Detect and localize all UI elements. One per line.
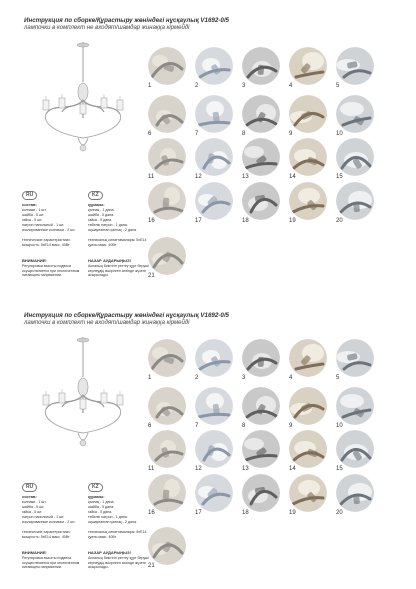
ru-spec-item: изолированные колпачки - 2 шт.: [22, 228, 76, 232]
ru-spec-item: патрон напольный - 1 шт.: [22, 515, 65, 519]
assembly-step: [148, 47, 191, 90]
assembly-step: [336, 138, 379, 181]
chandelier-illustration: [28, 337, 138, 457]
step-photo: [336, 474, 374, 512]
ru-spec-item: шайба - 5 шт.: [22, 213, 45, 217]
step-number: 12: [195, 174, 202, 180]
step-photo: [195, 95, 233, 133]
sheet-title: Инструкция по сборке/Құрастыру жөніндегі нұсқаулық V1692-0/5: [24, 17, 229, 24]
step-number: 2: [195, 375, 199, 381]
step-number: 13: [242, 174, 249, 180]
step-photo: [148, 138, 186, 176]
assembly-step: [148, 237, 191, 280]
ru-spec-title: состав:: [22, 202, 37, 207]
kz-spec-item: төбелік патрон - 1 дана.: [88, 223, 128, 227]
step-number: 4: [289, 375, 293, 381]
assembly-step: [336, 182, 379, 225]
assembly-step: [289, 430, 332, 473]
step-photo: [289, 138, 327, 176]
instruction-sheet: [0, 295, 416, 589]
step-photo: [289, 430, 327, 468]
assembly-step: [336, 474, 379, 517]
step-photo: [195, 387, 233, 425]
ru-spec-list: [22, 500, 78, 525]
assembly-step: [195, 47, 238, 90]
step-number: 4: [289, 83, 293, 89]
sheet-title: Инструкция по сборке/Құрастыру жөніндегі нұсқаулық V1692-0/5: [24, 312, 229, 319]
step-number: 2: [195, 83, 199, 89]
assembly-step: [148, 182, 191, 225]
step-photo: [336, 339, 374, 377]
step-number: 18: [242, 510, 249, 516]
step-number: 7: [195, 423, 199, 429]
step-number: 10: [336, 131, 343, 137]
step-photo: [336, 430, 374, 468]
step-number: 10: [336, 423, 343, 429]
kz-tech-specs: техникалық сипаттамалары: 5xE14 қуаты макс. 40Вт: [88, 238, 147, 247]
kz-warning-title: НАЗАР АУДАРЫҢЫЗ!: [88, 550, 131, 555]
kz-tech-specs: техникалық сипаттамалары: 5xE14 қуаты макс. 40Вт: [88, 530, 147, 539]
step-number: 17: [195, 510, 202, 516]
assembly-step: [195, 182, 238, 225]
kz-spec-title: құрамы:: [88, 202, 105, 207]
kz-spec-list: [88, 500, 144, 525]
chandelier-illustration: [28, 42, 138, 162]
ru-spec-item: гайка - 5 шт.: [22, 218, 43, 222]
assembly-step: [195, 430, 238, 473]
step-number: 14: [289, 466, 296, 472]
kz-spec-item: шайба - 5 дана.: [88, 213, 115, 217]
step-number: 13: [242, 466, 249, 472]
step-number: 8: [242, 423, 246, 429]
step-number: 5: [336, 83, 340, 89]
step-photo: [289, 339, 327, 377]
step-number: 6: [148, 423, 152, 429]
step-photo: [242, 138, 280, 176]
assembly-step: [242, 95, 285, 138]
step-number: 7: [195, 131, 199, 137]
step-number: 8: [242, 131, 246, 137]
assembly-step: [242, 339, 285, 382]
ru-spec-item: колпаки - 1 шт.: [22, 208, 47, 212]
assembly-step: [289, 138, 332, 181]
step-number: 19: [289, 218, 296, 224]
assembly-step: [336, 95, 379, 138]
kz-spec-item: қалпақ - 1 дана.: [88, 500, 115, 504]
ru-tech-specs: технические характеристики: мощность: 5xE14 макс. 40Вт: [22, 530, 71, 539]
assembly-step: [289, 95, 332, 138]
step-photo: [336, 138, 374, 176]
step-number: 17: [195, 218, 202, 224]
assembly-step: [148, 430, 191, 473]
ru-spec-title: состав:: [22, 494, 37, 499]
step-photo: [242, 339, 280, 377]
step-number: 21: [148, 273, 155, 279]
step-photo: [289, 182, 327, 220]
step-number: 19: [289, 510, 296, 516]
assembly-step: [289, 339, 332, 382]
assembly-step: [242, 47, 285, 90]
assembly-step: [242, 138, 285, 181]
ru-warning-title: ВНИМАНИЕ!: [22, 550, 47, 555]
ru-spec-item: гайка - 5 шт.: [22, 510, 43, 514]
assembly-step: [195, 138, 238, 181]
assembly-step: [195, 474, 238, 517]
kz-spec-item: қалпақ - 1 дана.: [88, 208, 115, 212]
assembly-step: [336, 430, 379, 473]
step-photo: [336, 95, 374, 133]
ru-spec-item: изолированные колпачки - 2 шт.: [22, 520, 76, 524]
sheet-subtitle: лампочки в комплект не входят/шамдар жинаққа кірмейді: [24, 320, 190, 326]
assembly-step: [148, 474, 191, 517]
ru-badge: RU: [22, 191, 37, 200]
step-number: 16: [148, 510, 155, 516]
step-photo: [195, 430, 233, 468]
ru-tech-specs: технические характеристики: мощность: 5xE14 макс. 40Вт: [22, 238, 71, 247]
assembly-step: [289, 387, 332, 430]
instruction-sheet: [0, 0, 416, 294]
step-number: 20: [336, 218, 343, 224]
step-photo: [195, 138, 233, 176]
assembly-step: [336, 387, 379, 430]
assembly-step: [336, 47, 379, 90]
kz-badge: KZ: [88, 191, 103, 200]
step-photo: [242, 387, 280, 425]
assembly-step: [148, 339, 191, 382]
step-photo: [148, 47, 186, 85]
ru-warning-title: ВНИМАНИЕ!: [22, 258, 47, 263]
kz-spec-list: [88, 208, 144, 233]
step-photo: [289, 387, 327, 425]
step-number: 5: [336, 375, 340, 381]
step-photo: [289, 95, 327, 133]
step-photo: [242, 430, 280, 468]
kz-spec-item: гайка - 5 дана.: [88, 218, 113, 222]
step-number: 14: [289, 174, 296, 180]
ru-warning-text: Регулировка высоты подвеса осуществляется при отключенном питающем напряжении.: [22, 264, 80, 278]
ru-spec-item: шайба - 5 шт.: [22, 505, 45, 509]
assembly-step: [195, 339, 238, 382]
step-photo: [336, 182, 374, 220]
assembly-step: [336, 339, 379, 382]
step-number: 18: [242, 218, 249, 224]
step-number: 9: [289, 423, 293, 429]
kz-spec-title: құрамы:: [88, 494, 105, 499]
kz-spec-item: оқшауланған қалпақ - 2 дана.: [88, 228, 137, 232]
ru-spec-item: патрон напольный - 1 шт.: [22, 223, 65, 227]
ru-warning-text: Регулировка высоты подвеса осуществляется при отключенном питающем напряжении.: [22, 556, 80, 570]
ru-badge: RU: [22, 483, 37, 492]
assembly-step: [148, 527, 191, 570]
assembly-step: [148, 138, 191, 181]
assembly-step: [148, 95, 191, 138]
step-photo: [242, 182, 280, 220]
step-number: 21: [148, 563, 155, 569]
assembly-step: [242, 474, 285, 517]
assembly-step: [289, 47, 332, 90]
step-photo: [148, 339, 186, 377]
step-number: 20: [336, 510, 343, 516]
step-photo: [195, 47, 233, 85]
assembly-step: [148, 387, 191, 430]
assembly-step: [242, 182, 285, 225]
step-photo: [148, 182, 186, 220]
kz-warning-text: Аспаның биіктігін реттеу құрт берушi кернеудің өшірілген кезінде жүзеге асырылады.: [88, 556, 149, 570]
step-photo: [148, 237, 186, 275]
assembly-step: [289, 474, 332, 517]
step-photo: [148, 387, 186, 425]
step-number: 1: [148, 83, 152, 89]
step-number: 15: [336, 174, 343, 180]
step-photo: [242, 47, 280, 85]
step-number: 15: [336, 466, 343, 472]
kz-badge: KZ: [88, 483, 103, 492]
ru-spec-list: [22, 208, 78, 233]
step-number: 1: [148, 375, 152, 381]
step-number: 16: [148, 218, 155, 224]
step-number: 9: [289, 131, 293, 137]
assembly-step: [289, 182, 332, 225]
step-photo: [336, 47, 374, 85]
step-photo: [289, 47, 327, 85]
step-photo: [148, 527, 186, 565]
kz-spec-item: оқшауланған қалпақ - 2 дана.: [88, 520, 137, 524]
step-number: 6: [148, 131, 152, 137]
assembly-step: [242, 430, 285, 473]
step-photo: [289, 474, 327, 512]
step-photo: [148, 95, 186, 133]
step-photo: [148, 474, 186, 512]
step-number: 3: [242, 375, 246, 381]
kz-spec-item: төбелік патрон - 1 дана.: [88, 515, 128, 519]
assembly-step: [195, 387, 238, 430]
step-photo: [242, 474, 280, 512]
step-number: 11: [148, 174, 155, 180]
kz-warning-text: Аспаның биіктігін реттеу құрт берушi кернеудің өшірілген кезінде жүзеге асырылады.: [88, 264, 149, 278]
step-number: 11: [148, 466, 155, 472]
step-number: 3: [242, 83, 246, 89]
step-photo: [148, 430, 186, 468]
step-photo: [336, 387, 374, 425]
step-photo: [242, 95, 280, 133]
assembly-step: [195, 95, 238, 138]
step-photo: [195, 474, 233, 512]
ru-spec-item: колпаки - 1 шт.: [22, 500, 47, 504]
step-photo: [195, 339, 233, 377]
step-photo: [195, 182, 233, 220]
assembly-step: [242, 387, 285, 430]
kz-warning-title: НАЗАР АУДАРЫҢЫЗ!: [88, 258, 131, 263]
sheet-subtitle: лампочки в комплект не входят/шамдар жинаққа кірмейді: [24, 25, 190, 31]
kz-spec-item: гайка - 5 дана.: [88, 510, 113, 514]
kz-spec-item: шайба - 5 дана.: [88, 505, 115, 509]
step-number: 12: [195, 466, 202, 472]
